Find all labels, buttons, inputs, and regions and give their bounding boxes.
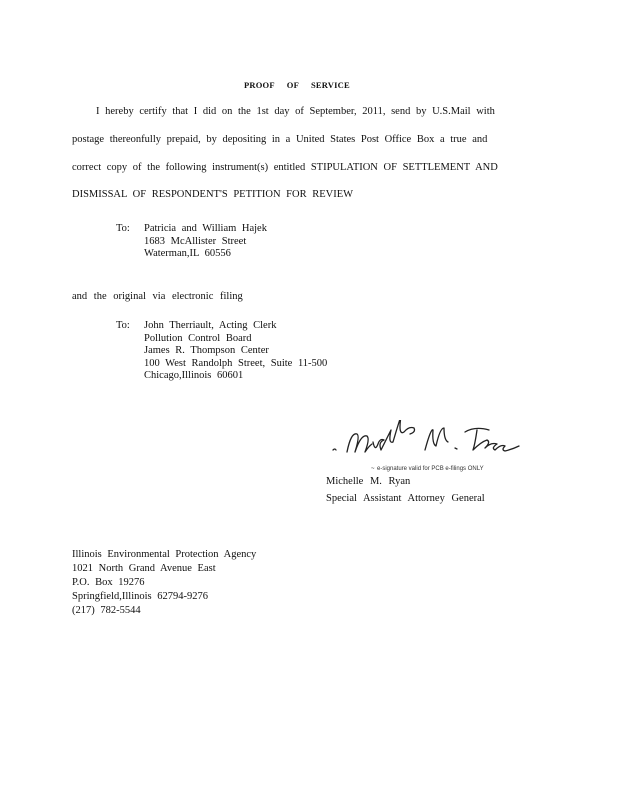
- agency-line: 1021 North Grand Avenue East: [72, 563, 216, 574]
- address-line: 100 West Randolph Street, Suite 11-500: [144, 357, 328, 369]
- svg-text:~: ~: [371, 466, 375, 472]
- address-line: Patricia and William Hajek: [144, 223, 267, 234]
- recipient-address: [144, 320, 327, 383]
- paragraph-line: I hereby certify that I did on the 1st day of September, 2011, send by U.S.Mail with: [96, 106, 495, 117]
- agency-line: P.O. Box 19276: [72, 577, 145, 588]
- address-line: 1683 McAllister Street: [144, 235, 247, 247]
- paragraph-line: DISMISSAL OF RESPONDENT'S PETITION FOR REVIEW: [72, 189, 354, 200]
- page-title: PROOF OF SERVICE: [244, 80, 350, 90]
- agency-line: (217) 782-5544: [72, 605, 141, 616]
- address-line: James R. Thompson Center: [144, 345, 269, 357]
- address-line: John Therriault, Acting Clerk: [144, 320, 277, 331]
- agency-line: Illinois Environmental Protection Agency: [72, 549, 257, 560]
- agency-address: [72, 548, 256, 618]
- address-line: Chicago,Illinois 60601: [144, 370, 244, 382]
- to-label: To:: [116, 223, 130, 234]
- address-line: Waterman,IL 60556: [144, 248, 231, 260]
- handwritten-signature: [325, 420, 545, 478]
- electronic-filing-line: and the original via electronic filing: [72, 291, 243, 302]
- agency-line: Springfield,Illinois 62794-9276: [72, 591, 208, 602]
- recipient-address: [144, 223, 267, 261]
- signer-name: Michelle M. Ryan: [326, 476, 411, 487]
- paragraph-line: correct copy of the following instrument(s) entitled STIPULATION OF SETTLEMENT AND: [72, 162, 498, 173]
- to-label: To:: [116, 320, 130, 331]
- esignature-note: e-signature valid for PCB e-filings ONLY: [377, 466, 484, 472]
- signer-title: Special Assistant Attorney General: [326, 492, 485, 504]
- signature-block: [326, 476, 485, 509]
- paragraph-line: postage thereonfully prepaid, by depositing in a United States Post Office Box a true and: [72, 134, 488, 145]
- address-line: Pollution Control Board: [144, 332, 252, 344]
